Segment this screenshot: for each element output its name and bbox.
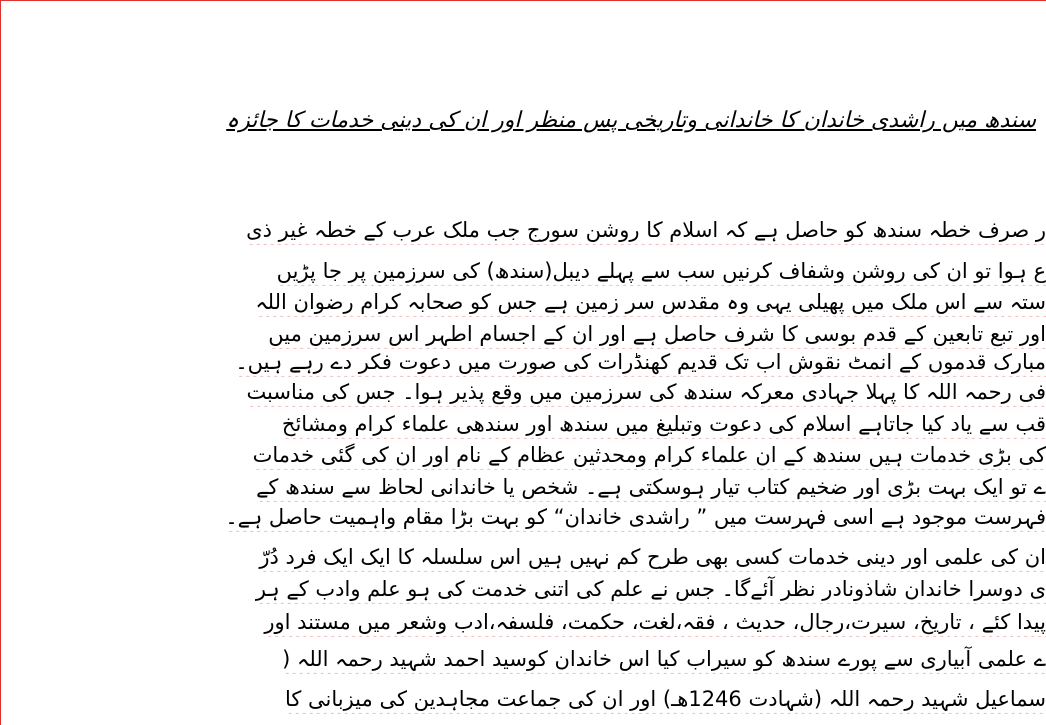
paragraph-line-3: ستہ سے اس ملک میں پھیلی یہی وہ مقدس سر زمین ہے جس کو صحابہ کرام رضوان اللہ — [255, 290, 1046, 314]
paragraph-line-5: مبارک قدموں کے انمٹ نقوش اب تک قدیم کھنڈرات کی صورت میں دعوت فکر دے رہے ہیں۔ — [235, 350, 1046, 374]
paragraph-line-15: سماعیل شہید رحمہ اللہ (شہادت 1246ھـ) اور ان کی جماعت مجاہدین کی میزبانی کا — [284, 687, 1046, 711]
paragraph-line-9: ے تو ایک بہت بڑی اور ضخیم کتاب تیار ہوسکتی ہے۔ شخص یا خاندانی لحاظ سے سندھ کے — [256, 475, 1046, 499]
paragraph-line-1: ر صرف خطہ سندھ کو حاصل ہے کہ اسلام کا روشن سورج جب ملک عرب کے خطہ غیر ذی — [246, 218, 1046, 242]
paragraph-line-14: ے علمی آبیاری سے پورے سندھ کو سیراب کیا اس خاندان کوسید احمد شہید رحمہ اللہ ( — [282, 647, 1046, 671]
paragraph-line-10: فہرست موجود ہے اسی فہرست میں ” راشدی خاندان“ کو بہت بڑا مقام واہمیت حاصل ہے۔ — [225, 505, 1046, 529]
paragraph-line-12: ی دوسرا خاندان شاذونادر نظر آئےگا۔ جس نے علم کی اتنی خدمت کی ہو علم وادب کے ہر — [255, 577, 1046, 601]
paragraph-line-2: ع ہوا تو ان کی روشن وشفاف کرنیں سب سے پہلے دیبل(سندھ) کی سرزمین پر جا پڑیں — [276, 259, 1046, 283]
paragraph-line-8: کی بڑی خدمات ہیں سندھ کے ان علماء کرام ومحدثین عظام کے نام اور ان کی گئی خدمات — [252, 443, 1046, 467]
paragraph-line-13: پیدا کئے ، تاریخ، سیرت،رجال، حدیث ، فقہ،لغت، حکمت، فلسفہ،ادب وشعر میں مستند اور — [264, 610, 1046, 634]
document-title: سندھ میں راشدی خاندان کا خاندانی وتاریخی پس منظر اور ان کی دینی خدمات کا جائزہ — [226, 108, 1036, 133]
paragraph-line-6: فی رحمہ اللہ کا پہلا جہادی معرکہ سندھ کی سرزمین میں وقع پذیر ہوا۔ جس کی مناسبت — [246, 380, 1046, 404]
paragraph-line-7: قب سے یاد کیا جاتاہے اسلام کی دعوت وتبلیغ میں سندھ اور سندھی علماء کرام ومشائخ — [281, 412, 1046, 436]
paragraph-line-4: اور تبع تابعین کے قدم بوسی کا شرف حاصل ہے اور ان کے اجسام اطہر اس سرزمین میں — [268, 322, 1046, 346]
paragraph-line-11: ان کی علمی اور دینی خدمات کسی بھی طرح کم نہیں ہیں اس سلسلہ کا ایک ایک فرد دُرّ — [259, 545, 1046, 569]
